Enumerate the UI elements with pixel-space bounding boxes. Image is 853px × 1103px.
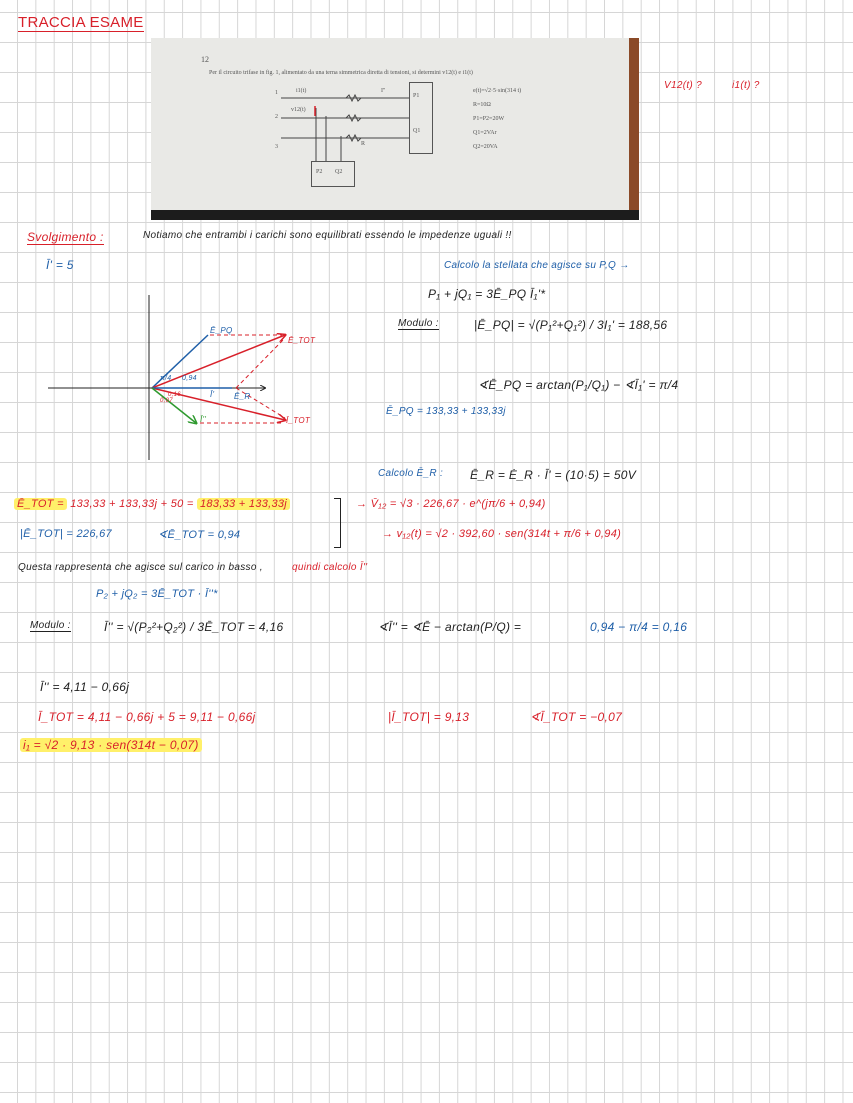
v12-time: → v₁₂(t) = √2 · 392,60 · sen(314t + π/6 + 0,94) bbox=[382, 528, 622, 540]
epq-value: Ē_PQ = 133,33 + 133,33j bbox=[386, 406, 506, 417]
angle-label: π/4 bbox=[160, 375, 172, 382]
etot-angle: ∢Ē_TOT = 0,94 bbox=[158, 529, 241, 541]
label-isec: Ī'' bbox=[200, 415, 207, 424]
etot-modulus: |Ē_TOT| = 226,67 bbox=[20, 528, 112, 540]
i1-final-result: i₁ = √2 · 9,13 · sen(314t − 0,07) bbox=[20, 738, 202, 752]
note-load: Questa rappresenta che agisce sul carico in basso , bbox=[18, 562, 263, 573]
question-v12: V12(t) ? bbox=[664, 80, 702, 91]
problem-statement: Per il circuito trifase in fig. 1, alimentato da una terna simmetrica diretta di tensioni, si determini v12(t) e i1(t) bbox=[209, 70, 473, 76]
q1-label: Q1 bbox=[413, 128, 421, 134]
param: P1=P2=20W bbox=[473, 116, 505, 122]
note-calc-isec: quindi calcolo Ī'' bbox=[292, 562, 368, 573]
page-title: TRACCIA ESAME bbox=[18, 14, 144, 31]
i-prime-value: Ī' = 5 bbox=[46, 258, 74, 272]
angle-label: 0,16 bbox=[168, 392, 181, 398]
param: Q1=2VAr bbox=[473, 130, 497, 136]
question-i1: i1(t) ? bbox=[732, 80, 760, 91]
angle2-value: 0,94 − π/4 = 0,16 bbox=[590, 620, 688, 634]
modulo-equation: |Ē_PQ| = √(P₁²+Q₁²) / 3I₁' = 188,56 bbox=[474, 318, 668, 332]
param: R=10Ω bbox=[473, 102, 491, 108]
calc-er-label: Calcolo Ē_R : bbox=[378, 468, 444, 479]
solution-heading: Svolgimento : bbox=[27, 230, 104, 244]
isec-value: Ī'' = 4,11 − 0,66j bbox=[40, 680, 130, 694]
v12-label: v12(t) bbox=[291, 107, 306, 113]
etot-label: Ē_TOT = bbox=[14, 498, 67, 510]
power-equation-2: P₂ + jQ₂ = 3Ē_TOT · Ī''* bbox=[96, 588, 218, 600]
bracket bbox=[334, 498, 341, 548]
param: e(t)=√2·5·sin(314 t) bbox=[473, 88, 522, 94]
node-1: 1 bbox=[275, 90, 278, 96]
i1-label: i1(t) bbox=[296, 88, 307, 94]
phasor-diagram bbox=[0, 280, 360, 460]
angle-label: 0,94 bbox=[182, 375, 197, 382]
angle2-equation: ∢Ī'' = ∢Ē − arctan(P/Q) = bbox=[378, 620, 522, 634]
er-equation: Ē_R = Ė_R · Ī' = (10·5) = 50V bbox=[470, 468, 637, 482]
label-er: Ē_R bbox=[234, 392, 251, 401]
problem-number: 12 bbox=[201, 55, 209, 64]
itot-modulus: |Ī_TOT| = 9,13 bbox=[388, 710, 470, 724]
label-etot: Ē_TOT bbox=[288, 336, 316, 345]
node-2: 2 bbox=[275, 114, 278, 120]
v12-phasor: → V̄₁₂ = √3 · 226,67 · e^(jπ/6 + 0,94) bbox=[356, 498, 546, 510]
p1-label: P1 bbox=[413, 93, 420, 99]
label-itot: Ī_TOT bbox=[286, 416, 311, 425]
modulo2-label: Modulo : bbox=[30, 620, 71, 631]
etot-result: 183,33 + 133,33j bbox=[197, 498, 290, 510]
param: Q2=20VA bbox=[473, 144, 498, 150]
isec-label: I'' bbox=[381, 88, 386, 94]
r-label: R bbox=[361, 141, 366, 147]
modulo-label: Modulo : bbox=[398, 318, 439, 329]
angle-label: 0,07 bbox=[160, 398, 173, 404]
problem-photo bbox=[151, 38, 639, 220]
p2-label: P2 bbox=[316, 169, 323, 175]
label-iprime: Ī' bbox=[210, 390, 215, 399]
itot-angle: ∢Ī_TOT = −0,07 bbox=[530, 710, 623, 724]
etot-vector bbox=[152, 335, 285, 388]
calc-note: Calcolo la stellata che agisce su P,Q → bbox=[444, 260, 630, 271]
node-3: 3 bbox=[275, 144, 278, 150]
intro-note: Notiamo che entrambi i carichi sono equilibrati essendo le impedenze uguali !! bbox=[143, 230, 512, 241]
power-equation: P₁ + jQ₁ = 3Ē_PQ Ī₁'* bbox=[428, 287, 546, 301]
q2-label: Q2 bbox=[335, 169, 343, 175]
angle-equation: ∢Ē_PQ = arctan(P₁/Q₁) − ∢Ī₁' = π/4 bbox=[478, 378, 679, 392]
label-epq: Ē_PQ bbox=[210, 326, 233, 335]
etot-expression: 133,33 + 133,33j + 50 = bbox=[70, 498, 194, 510]
modulo2-equation: Ī'' = √(P₂²+Q₂²) / 3Ē_TOT = 4,16 bbox=[104, 620, 284, 634]
itot-value: Ī_TOT = 4,11 − 0,66j + 5 = 9,11 − 0,66j bbox=[38, 710, 256, 724]
